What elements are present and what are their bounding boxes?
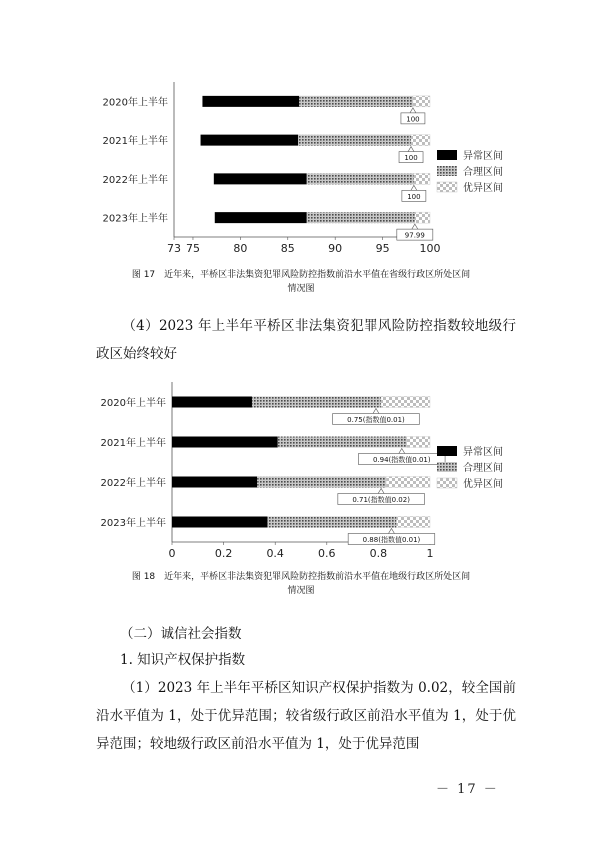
data-label: 0.88(指数值0.01): [362, 536, 421, 544]
heading-4-text: （4）2023 年上半年平桥区非法集资犯罪风险防控指数较地级行政区始终较好: [96, 318, 516, 362]
legend-label: 优异区间: [463, 183, 503, 194]
bar-segment-1: [172, 437, 278, 448]
callout-pointer: [412, 224, 418, 229]
category-label: 2021年上半年: [100, 438, 166, 449]
x-tick-label: 0.8: [369, 547, 388, 560]
bar-segment-3: [411, 135, 430, 146]
x-tick-label: 0.6: [318, 547, 336, 560]
caption-line: 图 17 近年来，平桥区非法集资犯罪风险防控指数前沿水平值在省级行政区所处区间: [131, 270, 471, 280]
data-label: 0.71(指数值0.02): [352, 496, 410, 504]
bar-segment-1: [202, 96, 299, 107]
bar-segment-3: [415, 212, 430, 223]
bar-segment-1: [172, 517, 267, 528]
caption-line: 图 18 近年来，平桥区非法集资犯罪风险防控指数前沿水平值在地级行政区所处区间: [131, 572, 471, 582]
bar-segment-2: [307, 173, 414, 184]
paragraph-text: （1）2023 年上半年平桥区知识产权保护指数为 0.02，较全国前沿水平值为 1，处于优异范围；较省级行政区前沿水平值为 1，处于优异范围；较地级行政区前沿水平值为 1，处于优异范围: [96, 680, 516, 752]
data-label: 0.75(指数值0.01): [347, 416, 405, 424]
category-label: 2023年上半年: [102, 213, 168, 225]
chart-fig17: [92, 82, 503, 260]
data-label: 100: [406, 115, 420, 124]
bar-segment-3: [396, 517, 430, 528]
category-label: 2023年上半年: [100, 518, 166, 529]
legend-swatch: [437, 478, 457, 488]
legend-label: 合理区间: [463, 463, 503, 474]
legend-swatch: [437, 462, 457, 472]
callout-pointer: [399, 449, 405, 454]
bar-segment-1: [172, 477, 257, 488]
bar-segment-3: [381, 397, 430, 408]
legend-swatch: [437, 150, 457, 160]
x-tick-label: 75: [185, 242, 200, 255]
chart-fig18: [92, 382, 503, 562]
category-label: 2020年上半年: [102, 97, 168, 109]
callout-pointer: [410, 108, 416, 113]
data-label: 97.99: [404, 231, 425, 240]
figure-18-caption: [86, 570, 516, 598]
data-label: 100: [407, 192, 421, 201]
x-tick-label: 73: [167, 242, 181, 255]
bar-segment-2: [252, 397, 381, 408]
body-paragraph: [96, 674, 516, 758]
caption-line: 情况图: [287, 284, 315, 294]
x-tick-label: 85: [280, 242, 295, 255]
legend-swatch: [437, 446, 457, 456]
bar-segment-1: [215, 212, 307, 223]
x-tick-label: 90: [328, 242, 343, 255]
bar-segment-3: [414, 173, 430, 184]
callout-pointer: [408, 147, 414, 152]
x-tick-label: 1: [426, 547, 434, 560]
data-label: 0.94(指数值0.01): [372, 456, 431, 464]
bar-segment-1: [214, 173, 307, 184]
legend-label: 合理区间: [463, 167, 503, 178]
legend-label: 异常区间: [463, 447, 503, 458]
bar-segment-2: [299, 96, 413, 107]
callout-pointer: [411, 185, 417, 190]
bar-segment-3: [407, 437, 430, 448]
callout-pointer: [373, 409, 379, 414]
x-tick-label: 100: [419, 242, 441, 255]
subsection-heading: 1. 知识产权保护指数: [120, 652, 246, 668]
callout-pointer: [378, 489, 384, 494]
legend-swatch: [437, 182, 457, 192]
bar-segment-2: [267, 517, 396, 528]
callout-pointer: [388, 529, 394, 534]
heading-4: [96, 312, 516, 368]
legend-label: 优异区间: [463, 479, 503, 490]
data-label: 100: [404, 154, 418, 163]
bar-segment-1: [201, 135, 299, 146]
bar-segment-3: [386, 477, 430, 488]
x-tick-label: 0.2: [214, 547, 233, 560]
section-heading: （二）诚信社会指数: [120, 626, 242, 642]
bar-segment-2: [307, 212, 415, 223]
page-number: － 17 －: [436, 782, 499, 797]
figure-17-caption: [86, 268, 516, 296]
bar-segment-2: [257, 477, 386, 488]
x-tick-label: 0: [168, 547, 176, 560]
caption-line: 情况图: [287, 586, 315, 596]
category-label: 2022年上半年: [100, 478, 166, 489]
bar-segment-1: [172, 397, 252, 408]
x-tick-label: 95: [375, 242, 390, 255]
x-tick-label: 80: [233, 242, 248, 255]
bar-segment-3: [413, 96, 430, 107]
category-label: 2020年上半年: [100, 398, 166, 409]
bar-segment-2: [278, 437, 407, 448]
legend-label: 异常区间: [463, 151, 503, 162]
bar-segment-2: [298, 135, 411, 146]
legend-swatch: [437, 166, 457, 176]
x-tick-label: 0.4: [266, 547, 284, 560]
category-label: 2022年上半年: [102, 174, 168, 186]
category-label: 2021年上半年: [102, 136, 168, 148]
